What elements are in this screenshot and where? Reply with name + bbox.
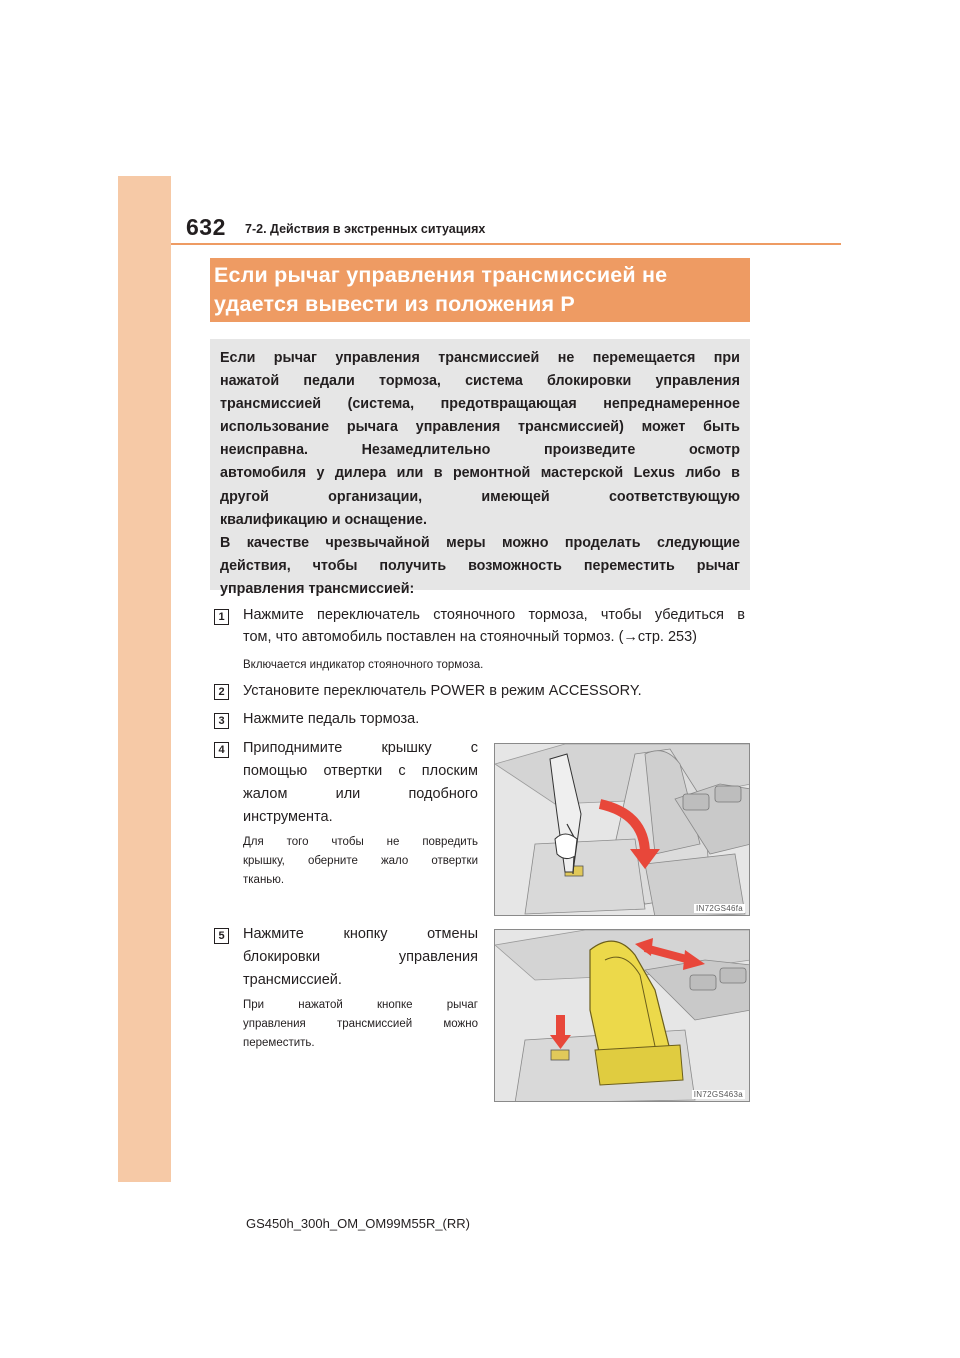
note-line: Для того чтобы не повредить xyxy=(243,836,478,848)
intro-line: В качестве чрезвычайной меры можно проделать следующие xyxy=(220,534,740,551)
intro-line: управления трансмиссией: xyxy=(220,580,415,597)
note-line: крышку, оберните жало отвертки xyxy=(243,855,478,867)
intro-line: нажатой педали тормоза, система блокировки управления xyxy=(220,373,740,390)
step-number-badge: 5 xyxy=(214,928,229,944)
note-line: При нажатой кнопке рычаг xyxy=(243,999,478,1011)
side-color-band xyxy=(118,176,171,1182)
intro-line: квалификацию и оснащение. xyxy=(220,511,427,528)
step-5-text xyxy=(243,923,478,992)
step-1-note: Включается индикатор стояночного тормоза. xyxy=(243,659,484,671)
console-illustration xyxy=(495,744,750,916)
figure-screwdriver-cover xyxy=(494,743,750,916)
note-line: управления трансмиссией можно xyxy=(243,1018,478,1030)
step-3-text: Нажмите педаль тормоза. xyxy=(243,711,420,727)
figure-code: IN72GS46fa xyxy=(695,904,743,913)
topic-heading-line: Если рычаг управления трансмиссией не xyxy=(214,263,668,287)
step-text-line: жалом или подобного xyxy=(243,786,478,802)
step-text-line: инструмента. xyxy=(243,809,333,825)
header-divider xyxy=(171,243,841,245)
intro-line: Если рычаг управления трансмиссией не перемещается при xyxy=(220,350,740,366)
intro-line: трансмиссией (система, предотвращающая непреднамеренное xyxy=(220,396,740,413)
step-1-text xyxy=(243,604,745,648)
step-text-line: блокировки управления xyxy=(243,949,478,965)
figure-shift-lock-release xyxy=(494,929,750,1102)
intro-line: другой организации, имеющей соответствующую xyxy=(220,488,740,505)
topic-heading xyxy=(210,258,750,322)
step-text-line: Нажмите кнопку отмены xyxy=(243,926,478,942)
intro-line: неисправна. Незамедлительно произведите осмотр xyxy=(220,442,740,459)
step-text-line: Приподнимите крышку с xyxy=(243,740,478,756)
step-5-note xyxy=(243,996,478,1053)
page-number: 632 xyxy=(186,214,226,240)
intro-line: автомобиля у дилера или в ремонтной мастерской Lexus либо в xyxy=(220,465,740,482)
step-text-line: Нажмите переключатель стояночного тормоза, чтобы убедиться в xyxy=(243,607,745,623)
step-number-badge: 1 xyxy=(214,609,229,625)
step-number-badge: 2 xyxy=(214,684,229,700)
note-line: переместить. xyxy=(243,1037,315,1049)
intro-line: действия, чтобы получить возможность переместить рычаг xyxy=(220,557,740,574)
figure-code: IN72GS463a xyxy=(693,1090,743,1099)
intro-line: использование рычага управления трансмиссией) может быть xyxy=(220,419,740,436)
intro-box xyxy=(210,339,750,597)
step-number-badge: 4 xyxy=(214,742,229,758)
section-title: 7-2. Действия в экстренных ситуациях xyxy=(245,222,486,236)
topic-heading-line: удается вывести из положения P xyxy=(214,292,575,316)
step-4-note xyxy=(243,833,478,890)
step-number-badge: 3 xyxy=(214,713,229,729)
step-4-text xyxy=(243,737,478,829)
document-id-footer: GS450h_300h_OM_OM99M55R_(RR) xyxy=(246,1216,470,1231)
note-line: тканью. xyxy=(243,874,285,886)
shift-lever-illustration xyxy=(495,930,750,1102)
step-text-line: трансмиссией. xyxy=(243,972,342,988)
step-2-text: Установите переключатель POWER в режим ACCESSORY. xyxy=(243,683,642,699)
step-text-line: помощью отвертки с плоским xyxy=(243,763,478,779)
step-text-line: том, что автомобиль поставлен на стояночный тормоз. (→стр. 253) xyxy=(243,629,697,645)
